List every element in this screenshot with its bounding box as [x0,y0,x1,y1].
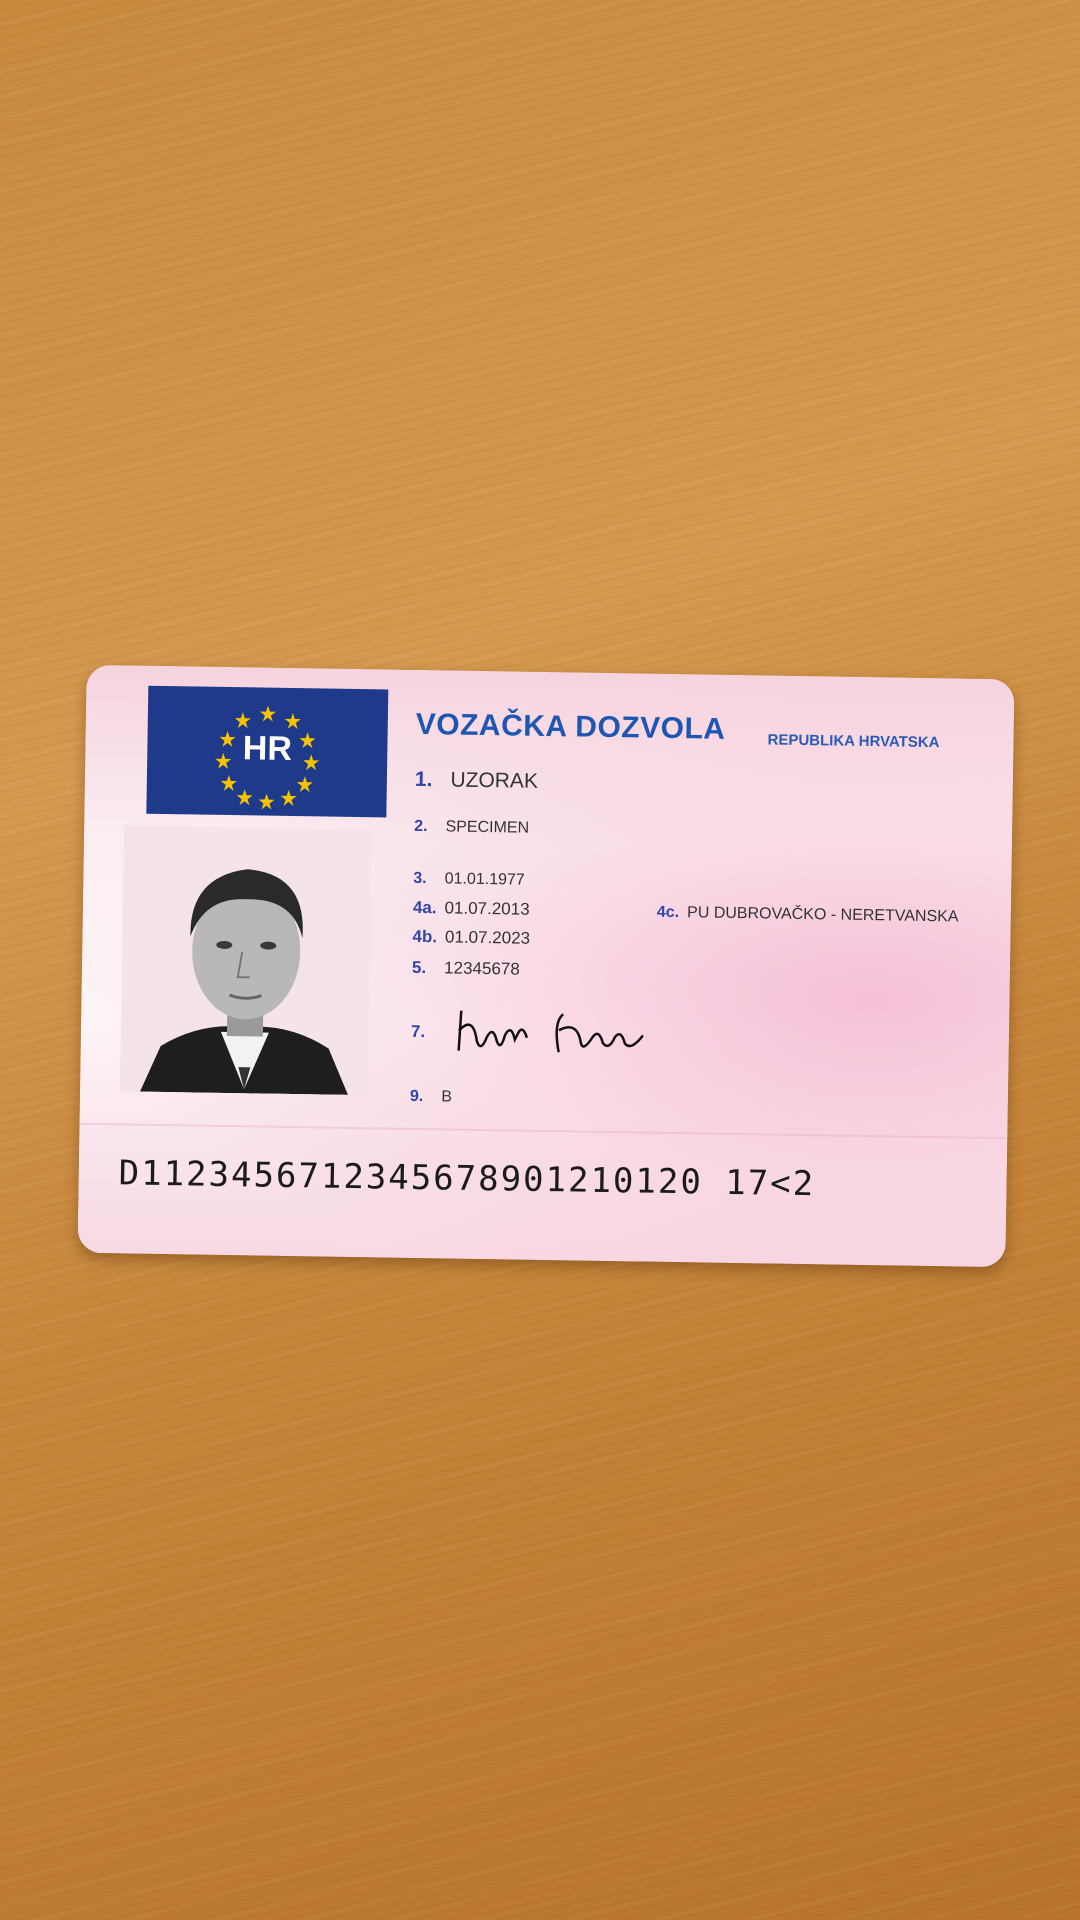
field-5-number: 5. [411,957,427,978]
field-4a-value: 01.07.2013 [444,898,530,919]
field-5-license-number [412,958,520,980]
eu-flag [146,686,388,818]
field-3-number: 3. [413,869,427,888]
holder-photo [120,825,372,1095]
field-3-value: 01.01.1977 [444,870,525,889]
field-4a-number: 4a. [412,897,437,918]
signature-image [453,1001,664,1064]
document-title: VOZAČKA DOZVOLA [415,707,726,746]
issuing-country: REPUBLIKA HRVATSKA [767,731,940,752]
field-4c-authority [657,904,959,927]
field-4b-number: 4b. [412,926,438,947]
field-1-number: 1. [414,767,433,792]
field-1-surname [415,768,538,794]
field-4a-issue-date [413,898,530,920]
field-9-categories [410,1088,452,1107]
field-9-number: 9. [409,1087,424,1106]
field-2-value: SPECIMEN [445,818,530,837]
portrait-image [120,825,372,1095]
field-9-value: B [441,1088,453,1106]
country-code: HR [242,729,293,768]
field-1-value: UZORAK [450,768,539,793]
field-7-number: 7. [410,1021,426,1042]
field-3-birth-date [413,870,525,890]
field-4b-expiry-date [412,927,530,949]
field-2-number: 2. [414,817,428,836]
field-5-value: 12345678 [443,958,520,979]
field-4c-value: PU DUBROVAČKO - NERETVANSKA [686,904,959,926]
mrz-separator [79,1123,1007,1140]
field-2-given-name [414,818,529,838]
field-4c-number: 4c. [656,903,680,922]
field-7-signature-label [411,1022,443,1043]
machine-readable-zone: D1123456712345678901210120 17<2 [118,1153,816,1205]
field-4b-value: 01.07.2023 [444,927,531,948]
driving-license-card [77,665,1014,1268]
